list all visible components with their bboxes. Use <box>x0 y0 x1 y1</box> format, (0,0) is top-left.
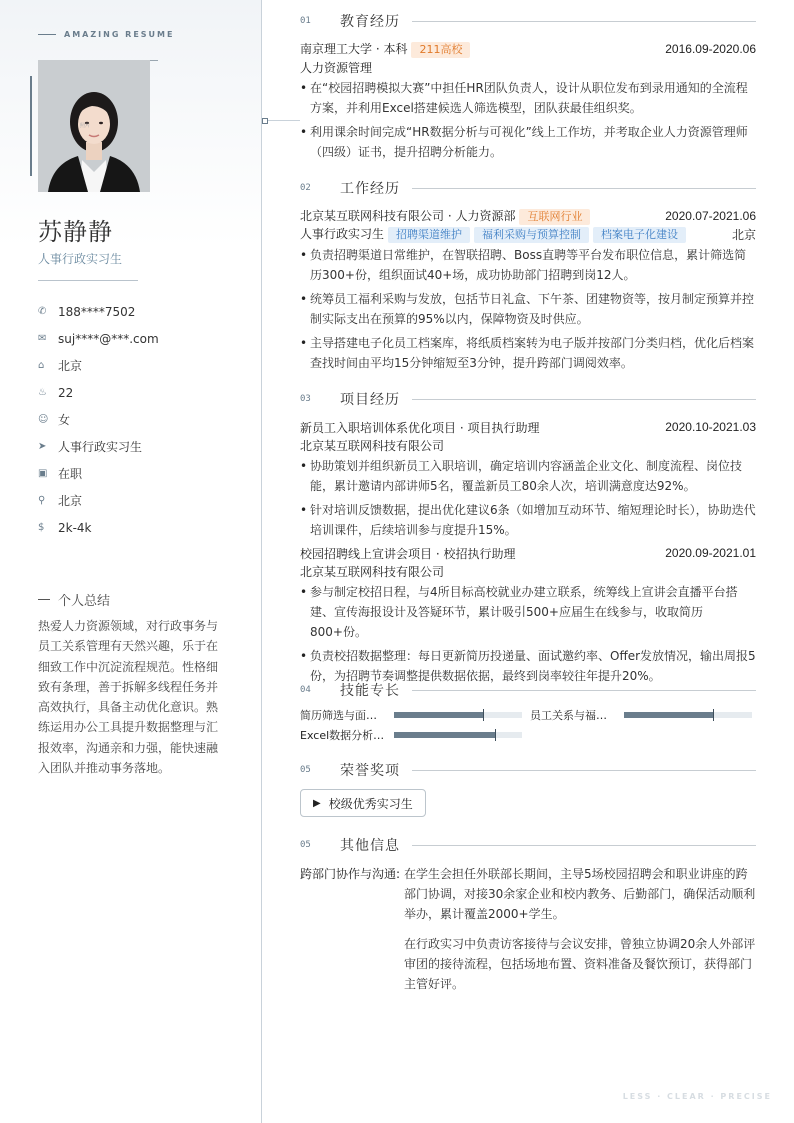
projects-section <box>300 388 756 690</box>
photo-accent-top <box>150 60 158 61</box>
bullet-item: • 主导搭建电子化员工档案库，将纸质档案转为电子版并按部门分类归档，优化后档案查找时间由平均15分钟缩短至3分钟，提升跨部门调阅效率。 <box>300 333 756 373</box>
skill-tag: 福利采购与预算控制 <box>474 227 589 243</box>
section-number: 04 <box>300 685 311 695</box>
location-pin-icon: ⚲ <box>38 495 46 506</box>
bullet-item: • 负责校招数据整理：每日更新简历投递量、面试邀约率、Offer发放情况，输出周报5份，为招聘节奏调整提供数据依据，最终到岗率较往年提升20%。 <box>300 646 756 686</box>
project-bullets <box>300 456 756 540</box>
skill-item <box>300 707 530 723</box>
skill-item <box>300 727 530 743</box>
education-bullets <box>300 78 756 162</box>
bullet-item: • 参与制定校招日程，与4所目标高校就业办建立联系，统筹线上宣讲会直播平台搭建、宣传海报设计及答疑环节，累计吸引500+应届生在线参与，收取简历800+份。 <box>300 582 756 642</box>
info-text: 188****7502 <box>58 304 136 319</box>
info-text: 女 <box>58 413 71 427</box>
section-number: 02 <box>300 183 311 193</box>
summary-heading-text: 个人总结 <box>58 594 111 609</box>
role-line <box>300 225 756 243</box>
school-line <box>300 40 470 58</box>
bullet-item: • 协助策划并组织新员工入职培训，确定培训内容涵盖企业文化、制度流程、岗位技能，累计邀请内部讲师5名，覆盖新员工80余人次，培训满意度达92%。 <box>300 456 756 496</box>
other-paragraph: 在学生会担任外联部长期间，主导5场校园招聘会和职业讲座的跨部门协调，对接30余家企业和校内教务、后勤部门，确保活动顺利举办，累计覆盖2000+学生。 <box>404 867 756 921</box>
work-city: 北京 <box>731 227 756 242</box>
project-row <box>300 544 756 562</box>
project-bullets <box>300 582 756 686</box>
section-header <box>300 177 756 199</box>
briefcase-icon: ▣ <box>38 468 48 479</box>
education-date: 2016.09-2020.06 <box>665 42 756 56</box>
info-email <box>38 325 159 352</box>
info-phone <box>38 298 159 325</box>
section-title: 其他信息 <box>340 838 400 854</box>
info-text: 2k-4k <box>58 520 92 535</box>
section-title: 教育经历 <box>340 14 400 30</box>
info-status <box>38 460 159 487</box>
award-item <box>300 789 426 817</box>
play-triangle-icon: ▶ <box>313 797 321 809</box>
bullet-item: • 在“校园招聘模拟大赛”中担任HR团队负责人，设计从职位发布到录用通知的全流程方案，并利用Excel搭建候选人筛选模型，团队获最佳组织奖。 <box>300 78 756 118</box>
skill-name: 简历筛选与面… <box>300 709 377 722</box>
mail-icon: ✉ <box>38 333 47 344</box>
skills-grid <box>300 707 756 743</box>
info-text: 北京 <box>58 494 83 508</box>
company-line <box>300 207 590 225</box>
contact-info-list <box>38 298 159 541</box>
info-target-role <box>38 433 159 460</box>
skill-bar <box>394 712 522 718</box>
info-gender <box>38 406 159 433</box>
paper-plane-icon: ➤ <box>38 441 47 452</box>
award-label: 校级优秀实习生 <box>328 796 413 811</box>
phone-icon: ✆ <box>38 306 47 317</box>
gender-icon: ☺ <box>38 414 49 425</box>
portrait-image <box>38 60 150 192</box>
role-tags-line <box>300 225 686 243</box>
skill-item <box>530 707 760 723</box>
industry-tag: 互联网行业 <box>519 209 590 225</box>
section-rule <box>412 188 756 189</box>
section-rule <box>412 770 756 771</box>
section-header <box>300 834 756 856</box>
skill-tag: 档案电子化建设 <box>593 227 686 243</box>
skill-bar-fill <box>624 712 714 718</box>
section-title: 荣誉奖项 <box>340 763 400 779</box>
school-name: 南京理工大学 · 本科 <box>300 42 408 56</box>
skill-name: 员工关系与福… <box>530 709 607 722</box>
footer-watermark: LESS · CLEAR · PRECISE <box>622 1092 772 1101</box>
section-title: 技能专长 <box>340 683 400 699</box>
info-text: suj****@***.com <box>58 331 159 346</box>
awards-section <box>300 759 756 817</box>
info-text: 在职 <box>58 467 83 481</box>
project-org: 北京某互联网科技有限公司 <box>300 438 445 453</box>
work-row <box>300 207 756 225</box>
photo-accent-bar <box>30 76 32 176</box>
skill-bar <box>394 732 522 738</box>
profile-photo <box>38 60 150 192</box>
project-title: 新员工入职培训体系优化项目 · 项目执行助理 <box>300 420 540 435</box>
section-number: 05 <box>300 765 311 775</box>
role-name: 人事行政实习生 <box>300 227 385 241</box>
other-body <box>404 864 756 1004</box>
home-icon: ⌂ <box>38 360 45 371</box>
skills-section <box>300 679 756 743</box>
section-title: 项目经历 <box>340 392 400 408</box>
project-date: 2020.10-2021.03 <box>665 420 756 434</box>
summary-dash <box>38 599 50 600</box>
project-row <box>300 418 756 436</box>
section-rule <box>412 21 756 22</box>
bullet-item: • 负责招聘渠道日常维护，在智联招聘、Boss直聘等平台发布职位信息，累计筛选简历300+份，组织面试40+场，成功协助部门招聘到岗12人。 <box>300 245 756 285</box>
bullet-item: • 统筹员工福利采购与发放，包括节日礼盒、下午茶、团建物资等，按月制定预算并控制实际支出在预算的95%以内，保障物资及时供应。 <box>300 289 756 329</box>
other-label: 跨部门协作与沟通: <box>300 867 401 881</box>
salary-icon: $ <box>38 522 45 533</box>
candidate-title: 人事行政实习生 <box>38 252 123 266</box>
work-date: 2020.07-2021.06 <box>665 209 756 223</box>
section-header <box>300 388 756 410</box>
sidebar <box>0 0 262 1123</box>
summary-text: 热爱人力资源领域，对行政事务与员工关系管理有天然兴趣，乐于在细致工作中沉淀流程规范。性格细致有条理，善于拆解多线程任务并高效执行，具备主动优化意识。熟练运用办公工具提升数据整理与汇报效率，沟通亲和力强，能快速融入团队并推动事务落地。 <box>38 619 219 776</box>
other-section <box>300 834 756 1004</box>
project-title: 校园招聘线上宣讲会项目 · 校招执行助理 <box>300 546 516 561</box>
education-section <box>300 10 756 166</box>
section-rule <box>412 399 756 400</box>
section-header <box>300 759 756 781</box>
brand-text: AMAZING RESUME <box>64 30 175 39</box>
info-text: 22 <box>58 385 74 400</box>
info-text: 人事行政实习生 <box>58 440 143 454</box>
section-number: 03 <box>300 394 311 404</box>
info-home <box>38 352 159 379</box>
section-rule <box>412 690 756 691</box>
section-rule <box>412 845 756 846</box>
major: 人力资源管理 <box>300 60 373 75</box>
section-title: 工作经历 <box>340 181 400 197</box>
skill-bar-fill <box>394 732 496 738</box>
skill-bar-fill <box>394 712 484 718</box>
skill-tag: 招聘渠道维护 <box>388 227 470 243</box>
skill-name: Excel数据分析… <box>300 729 385 742</box>
school-tag: 211高校 <box>411 42 470 58</box>
brand-mark <box>38 30 174 39</box>
name-divider <box>38 280 138 281</box>
bullet-item: • 针对培训反馈数据，提出优化建议6条（如增加互动环节、缩短理论时长），协助迭代培训课件，后续培训参与度提升15%。 <box>300 500 756 540</box>
photo-caption: 照片 <box>80 123 91 129</box>
candidate-name: 苏静静 <box>38 218 113 246</box>
education-row <box>300 40 756 58</box>
other-row <box>300 864 756 1004</box>
work-section <box>300 177 756 377</box>
summary-heading <box>38 590 110 609</box>
skill-bar <box>624 712 752 718</box>
info-salary <box>38 514 159 541</box>
brand-line <box>38 34 56 35</box>
section-number: 05 <box>300 840 311 850</box>
section-header <box>300 679 756 701</box>
company-name: 北京某互联网科技有限公司 · 人力资源部 <box>300 209 516 223</box>
section-header <box>300 10 756 32</box>
info-text: 北京 <box>58 359 83 373</box>
project-date: 2020.09-2021.01 <box>665 546 756 560</box>
bullet-item: • 利用课余时间完成“HR数据分析与可视化”线上工作坊，并考取企业人力资源管理师（四级）证书，提升招聘分析能力。 <box>300 122 756 162</box>
project-org: 北京某互联网科技有限公司 <box>300 564 445 579</box>
section-number: 01 <box>300 16 311 26</box>
work-bullets <box>300 245 756 373</box>
birthday-cake-icon: ♨ <box>38 387 47 398</box>
info-location <box>38 487 159 514</box>
connector-node <box>262 118 268 124</box>
info-age <box>38 379 159 406</box>
other-paragraph: 在行政实习中负责访客接待与会议安排，曾独立协调20余人外部评审团的接待流程，包括场地布置、资料准备及餐饮预订，获得部门主管好评。 <box>404 937 756 991</box>
